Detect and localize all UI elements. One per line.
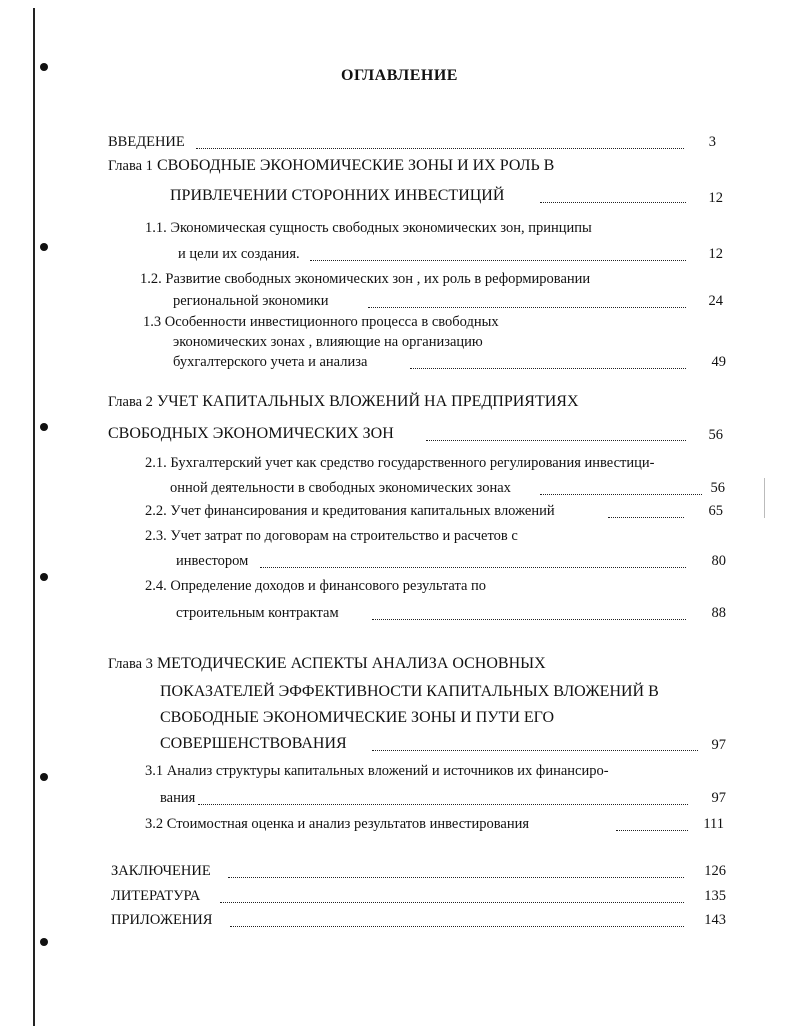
toc-leader-dots [372, 619, 686, 620]
toc-s1-3-line1: 1.3 Особенности инвестиционного процесса в свободных [143, 314, 499, 330]
toc-s1-1-page: 12 [708, 246, 723, 262]
toc-s2-3-line2: инвестором [176, 553, 249, 569]
toc-s1-1-line1: 1.1. Экономическая сущность свободных экономических зон, принципы [145, 220, 592, 236]
toc-s2-3-page: 80 [711, 553, 726, 569]
toc-leader-dots [228, 877, 684, 878]
binding-margin-line [33, 8, 35, 1026]
toc-ch2-line2: СВОБОДНЫХ ЭКОНОМИЧЕСКИХ ЗОН [108, 425, 394, 442]
toc-leader-dots [310, 260, 686, 261]
toc-leader-dots [616, 830, 688, 831]
page-title: ОГЛАВЛЕНИЕ [341, 67, 458, 84]
toc-ch3-line4: СОВЕРШЕНСТВОВАНИЯ [160, 735, 347, 752]
toc-s3-2-line1: 3.2 Стоимостная оценка и анализ результатов инвестирования [145, 816, 530, 832]
toc-leader-dots [368, 307, 686, 308]
toc-intro-label: ВВЕДЕНИЕ [108, 134, 185, 150]
toc-ch3-prefix: Глава 3 [108, 656, 153, 672]
toc-ch2-prefix: Глава 2 [108, 394, 153, 410]
toc-s2-1-line1: 2.1. Бухгалтерский учет как средство государственного регулирования инвестици- [145, 455, 655, 471]
toc-s2-2-line1: 2.2. Учет финансирования и кредитования капитальных вложений [145, 503, 555, 519]
toc-ch3-page: 97 [711, 737, 726, 753]
toc-ch2-line1: УЧЕТ КАПИТАЛЬНЫХ ВЛОЖЕНИЙ НА ПРЕДПРИЯТИЯХ [156, 393, 579, 410]
toc-ch3-line1: МЕТОДИЧЕСКИЕ АСПЕКТЫ АНАЛИЗА ОСНОВНЫХ [156, 655, 546, 672]
toc-leader-dots [260, 567, 686, 568]
toc-s2-3-line1: 2.3. Учет затрат по договорам на строительство и расчетов с [145, 528, 518, 544]
toc-ch2-page: 56 [708, 427, 723, 443]
toc-leader-dots [198, 804, 688, 805]
toc-s1-3-page: 49 [711, 354, 726, 370]
toc-conclusion-page: 126 [704, 863, 726, 879]
toc-leader-dots [608, 517, 684, 518]
toc-s3-1-line2: вания [160, 790, 196, 806]
toc-s2-4-page: 88 [711, 605, 726, 621]
toc-s2-1-page: 56 [710, 480, 725, 496]
toc-s1-1-line2: и цели их создания. [178, 246, 300, 262]
toc-leader-dots [230, 926, 684, 927]
toc-literature-label: ЛИТЕРАТУРА [111, 888, 201, 904]
toc-ch2 [108, 393, 579, 411]
toc-ch1-line2: ПРИВЛЕЧЕНИИ СТОРОННИХ ИНВЕСТИЦИЙ [170, 187, 505, 204]
toc-s2-4-line2: строительным контрактам [176, 605, 339, 621]
toc-s2-2-page: 65 [708, 503, 723, 519]
scan-artifact [764, 478, 765, 518]
toc-conclusion-label: ЗАКЛЮЧЕНИЕ [111, 863, 211, 879]
toc-s1-2-line1: 1.2. Развитие свободных экономических зон , их роль в реформировании [140, 271, 591, 287]
toc-ch3 [108, 655, 546, 673]
toc-s2-4-line1: 2.4. Определение доходов и финансового результата по [145, 578, 487, 594]
toc-appendix-page: 143 [704, 912, 726, 928]
toc-s3-1-page: 97 [711, 790, 726, 806]
toc-leader-dots [372, 750, 698, 751]
binding-hole-mark [40, 938, 48, 946]
toc-leader-dots [410, 368, 686, 369]
toc-literature-page: 135 [704, 888, 726, 904]
toc-ch3-line2: ПОКАЗАТЕЛЕЙ ЭФФЕКТИВНОСТИ КАПИТАЛЬНЫХ ВЛОЖЕНИЙ В [160, 683, 659, 700]
binding-hole-mark [40, 243, 48, 251]
toc-leader-dots [540, 494, 702, 495]
toc-s1-3-line2: экономических зонах , влияющие на организацию [173, 334, 483, 350]
binding-hole-mark [40, 423, 48, 431]
toc-ch3-line3: СВОБОДНЫЕ ЭКОНОМИЧЕСКИЕ ЗОНЫ И ПУТИ ЕГО [160, 709, 555, 726]
toc-leader-dots [220, 902, 684, 903]
toc-ch1 [108, 157, 554, 175]
toc-leader-dots [540, 202, 686, 203]
toc-appendix-label: ПРИЛОЖЕНИЯ [111, 912, 213, 928]
toc-s3-1-line1: 3.1 Анализ структуры капитальных вложений и источников их финансиро- [145, 763, 609, 779]
toc-s1-3-line3: бухгалтерского учета и анализа [173, 354, 368, 370]
toc-intro-page: 3 [708, 134, 716, 150]
toc-ch1-page: 12 [708, 190, 723, 206]
toc-s1-2-page: 24 [708, 293, 723, 309]
binding-hole-mark [40, 573, 48, 581]
toc-s1-2-line2: региональной экономики [173, 293, 329, 309]
toc-s3-2-page: 111 [703, 816, 724, 832]
binding-hole-mark [40, 773, 48, 781]
toc-s2-1-line2: онной деятельности в свободных экономических зонах [170, 480, 511, 496]
toc-ch1-prefix: Глава 1 [108, 158, 153, 174]
toc-ch1-line1: СВОБОДНЫЕ ЭКОНОМИЧЕСКИЕ ЗОНЫ И ИХ РОЛЬ В [156, 157, 555, 174]
toc-leader-dots [426, 440, 686, 441]
toc-leader-dots [196, 148, 684, 149]
